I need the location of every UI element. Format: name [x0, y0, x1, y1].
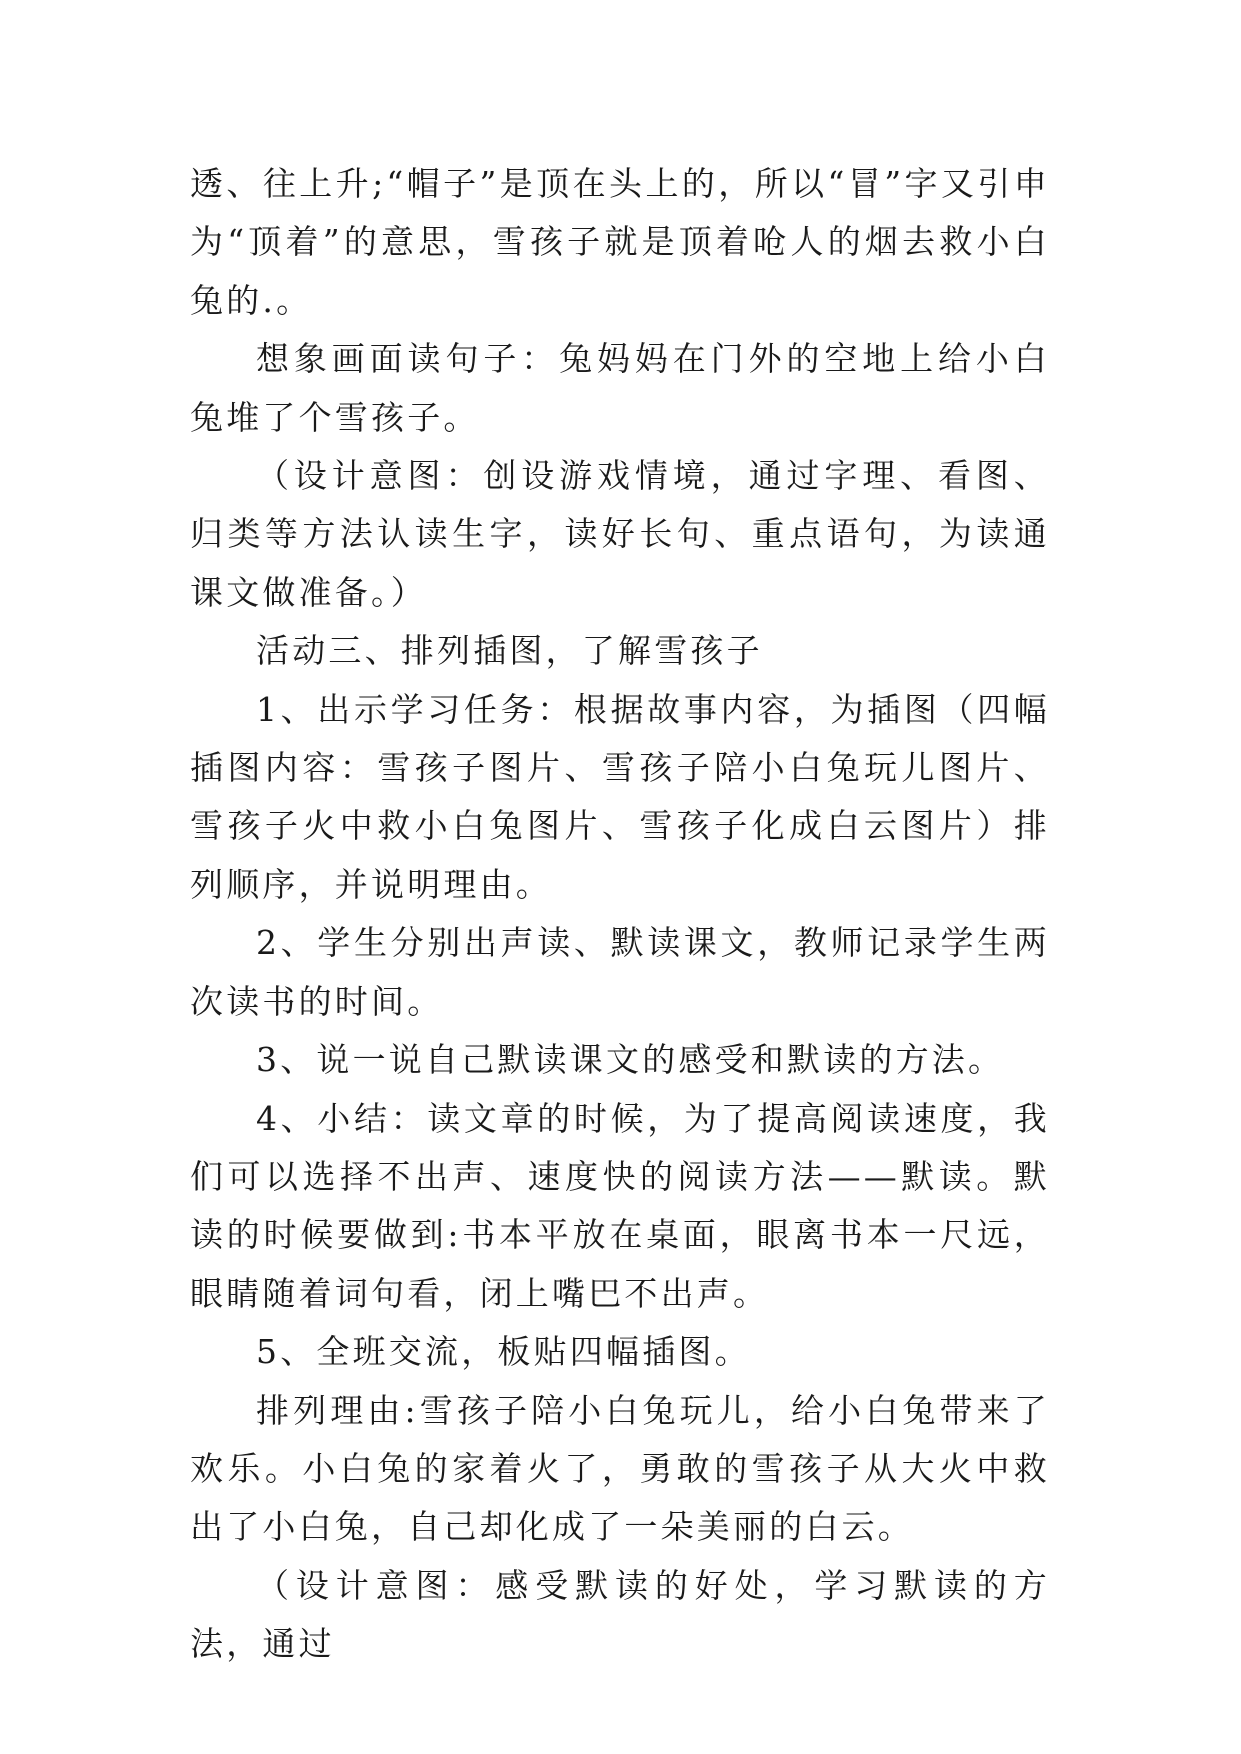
paragraph-design-intent-2: （设计意图：感受默读的好处，学习默读的方法，通过	[190, 1565, 1050, 1664]
paragraph-order-reason: 排列理由:雪孩子陪小白兔玩儿，给小白兔带来了欢乐。小白兔的家着火了，勇敢的雪孩子从大火中救出了小白兔，自己却化成了一朵美丽的白云。	[190, 1390, 1050, 1547]
paragraph-step-4: 4、小结：读文章的时候，为了提高阅读速度，我们可以选择不出声、速度快的阅读方法——默读。默读的时候要做到:书本平放在桌面，眼离书本一尺远，眼睛随着词句看，闭上嘴巴不出声。	[190, 1098, 1050, 1313]
paragraph-activity-three-heading: 活动三、排列插图，了解雪孩子	[256, 631, 763, 671]
paragraph-continuation: 透、往上升;“帽子”是顶在头上的，所以“冒”字又引申为“顶着”的意思，雪孩子就是顶着呛人的烟去救小白兔的.。	[190, 164, 1050, 320]
paragraph-step-2: 2、学生分别出声读、默读课文，教师记录学生两次读书的时间。	[190, 923, 1050, 1021]
paragraph-design-intent-1: （设计意图：创设游戏情境，通过字理、看图、归类等方法认读生字，读好长句、重点语句，为读通课文做准备。）	[190, 456, 1050, 612]
paragraph-imagine-sentence: 想象画面读句子：兔妈妈在门外的空地上给小白兔堆了个雪孩子。	[190, 339, 1050, 437]
paragraph-step-5: 5、全班交流，板贴四幅插图。	[256, 1332, 751, 1372]
paragraph-step-1: 1、出示学习任务：根据故事内容，为插图（四幅插图内容：雪孩子图片、雪孩子陪小白兔玩儿图片、雪孩子火中救小白兔图片、雪孩子化成白云图片）排列顺序，并说明理由。	[190, 689, 1050, 904]
paragraph-step-3: 3、说一说自己默读课文的感受和默读的方法。	[256, 1040, 1005, 1080]
document-body	[190, 155, 1050, 1674]
